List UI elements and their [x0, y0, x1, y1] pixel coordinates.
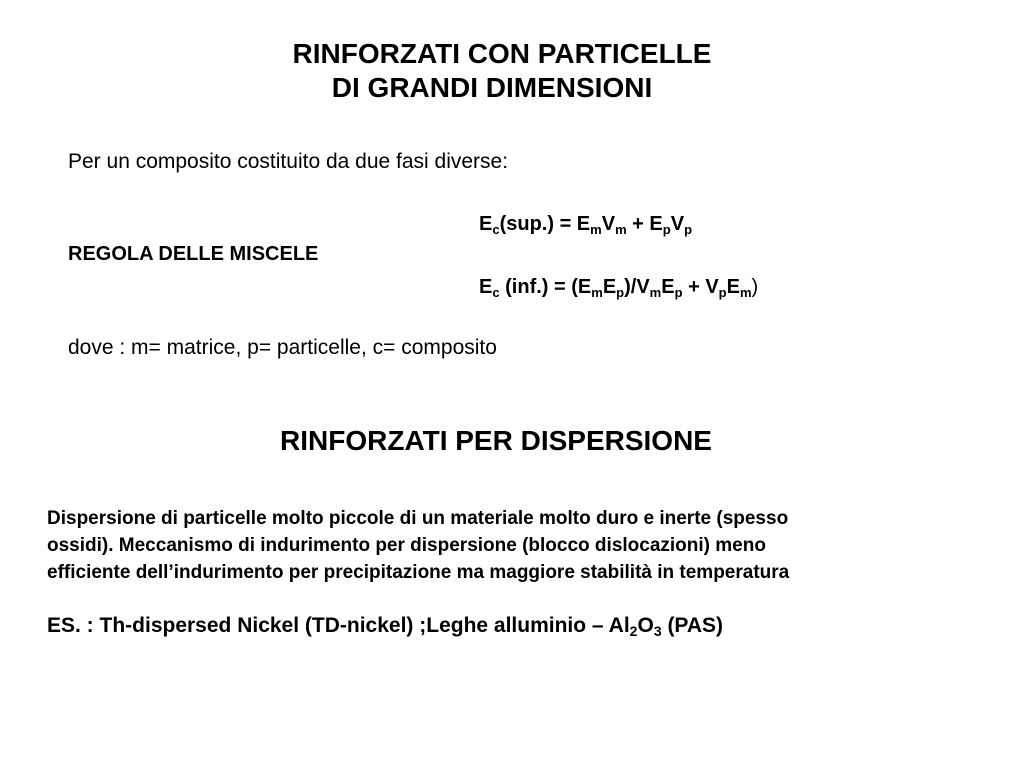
dispersion-paragraph — [47, 505, 947, 586]
paragraph-line: ossidi). Meccanismo di indurimento per dispersione (blocco dislocazioni) meno — [47, 535, 766, 556]
slide-title-line-1: RINFORZATI CON PARTICELLE — [292, 38, 712, 69]
example-text: ES. : Th-dispersed Nickel (TD-nickel) ;Leghe alluminio – $Al_2O_3$ (PAS) — [47, 614, 724, 639]
intro-text: Per un composito costituito da due fasi diverse: — [68, 150, 509, 173]
paragraph-line: Dispersione di particelle molto piccole di un materiale molto duro e inerte (spesso — [47, 508, 789, 529]
section-title: RINFORZATI PER DISPERSIONE — [280, 425, 712, 456]
slide-title — [0, 37, 1004, 105]
paragraph-line: efficiente dell’indurimento per precipitazione ma maggiore stabilità in temperatura — [47, 562, 790, 583]
slide-title-line-2: DI GRANDI DIMENSIONI — [331, 72, 653, 103]
formula-upper-bound: $E_c(sup.) = E_mV_m + E_pV_p$ — [479, 213, 693, 237]
formula-lower-bound: $E_c$ $(inf.) = (E_mE_p)/V_mE_p + V_pE_m$) — [479, 276, 759, 300]
rule-of-mixtures-label: REGOLA DELLE MISCELE — [68, 243, 319, 265]
legend-text: dove : m= matrice, p= particelle, c= composito — [68, 336, 497, 359]
